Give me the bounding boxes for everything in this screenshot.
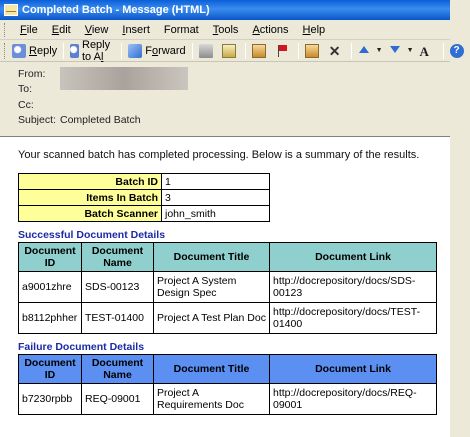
print-button[interactable] [196, 42, 219, 60]
toolbar-separator [245, 43, 246, 59]
toolbar-separator [351, 43, 352, 59]
cc-row [18, 97, 450, 113]
summary-key: Batch Scanner [19, 206, 162, 222]
toolbar-separator [63, 43, 64, 59]
font-size-icon: A [419, 43, 429, 59]
from-label: From: [18, 67, 46, 80]
next-item-icon [389, 44, 403, 58]
document-link[interactable]: http://docrepository/docs/TEST-01400 [270, 303, 437, 334]
flag-icon [275, 44, 289, 58]
menu-edit[interactable]: Edit [51, 23, 71, 36]
column-header: Document Name [82, 355, 154, 384]
copy-button[interactable] [219, 42, 242, 60]
menu-help[interactable]: Help [302, 23, 326, 36]
column-header: Document ID [19, 243, 82, 272]
window-title: Completed Batch - Message (HTML) [22, 4, 210, 16]
reply-all-button[interactable]: Reply to Al [67, 42, 118, 60]
document-title: Project A Test Plan Doc [154, 303, 270, 334]
subject-label: Subject: [18, 114, 56, 127]
to-label: To: [18, 83, 33, 96]
menu-file[interactable]: File [20, 23, 38, 36]
from-row [18, 66, 450, 82]
document-link[interactable]: http://docrepository/docs/SDS-00123 [270, 272, 437, 303]
success-documents-table [18, 242, 437, 334]
table-header-row [19, 243, 437, 272]
message-header [0, 62, 450, 133]
failure-documents-table [18, 354, 437, 415]
window-titlebar[interactable] [0, 0, 450, 20]
toolbar-separator [443, 43, 444, 59]
table-row [19, 384, 437, 415]
forward-button[interactable]: Forward [125, 42, 188, 60]
summary-value: 3 [162, 190, 270, 206]
menu-tools[interactable]: Tools [212, 23, 239, 36]
table-header-row [19, 355, 437, 384]
summary-value: 1 [162, 174, 270, 190]
reply-all-icon [70, 44, 79, 58]
menubar-grip[interactable] [4, 23, 7, 37]
subject-row [18, 113, 450, 129]
table-row [19, 206, 270, 222]
document-name: TEST-01400 [82, 303, 154, 334]
chevron-down-icon: ▼ [406, 47, 414, 54]
failure-section-title: Failure Document Details [18, 341, 145, 353]
move-to-folder-button[interactable] [249, 42, 272, 60]
previous-item-button[interactable] [355, 42, 386, 60]
message-body[interactable] [0, 136, 450, 437]
delete-button[interactable] [325, 42, 348, 60]
menu-view[interactable]: View [84, 23, 109, 36]
success-section-title: Successful Document Details [18, 229, 166, 241]
move-to-folder-icon [252, 44, 266, 58]
previous-item-icon [358, 44, 372, 58]
toolbar-grip[interactable] [4, 43, 5, 59]
reply-icon [12, 44, 26, 58]
column-header: Document ID [19, 355, 82, 384]
table-row [19, 174, 270, 190]
help-icon: ? [450, 44, 464, 58]
printer-icon [199, 44, 213, 58]
chevron-down-icon: ▼ [375, 47, 383, 54]
menu-format[interactable]: Format [163, 23, 199, 36]
batch-summary-table [18, 173, 270, 222]
from-redacted-value[interactable] [60, 67, 188, 81]
reply-button[interactable]: Reply [9, 42, 60, 60]
message-icon [4, 4, 18, 16]
to-row [18, 82, 450, 98]
menu-actions[interactable]: Actions [252, 23, 289, 36]
address-book-button[interactable] [302, 42, 325, 60]
document-name: SDS-00123 [82, 272, 154, 303]
copy-icon [222, 44, 236, 58]
toolbar-separator [192, 43, 193, 59]
summary-key: Batch ID [19, 174, 162, 190]
toolbar-separator [121, 43, 122, 59]
table-row [19, 190, 270, 206]
document-title: Project A System Design Spec [154, 272, 270, 303]
column-header: Document Title [154, 355, 270, 384]
column-header: Document Title [154, 243, 270, 272]
menu-insert[interactable]: Insert [122, 23, 150, 36]
document-id: a9001zhre [19, 272, 82, 303]
column-header: Document Link [270, 355, 437, 384]
summary-value: john_smith [162, 206, 270, 222]
to-redacted-value[interactable] [60, 80, 188, 90]
forward-icon [128, 44, 142, 58]
delete-icon: ✕ [328, 42, 341, 59]
document-id: b7230rpbb [19, 384, 82, 415]
menu-bar [0, 20, 450, 40]
table-row [19, 303, 437, 334]
follow-up-flag-button[interactable] [272, 42, 295, 60]
table-row [19, 272, 437, 303]
help-button[interactable] [447, 42, 470, 60]
next-item-button[interactable] [386, 42, 417, 60]
column-header: Document Link [270, 243, 437, 272]
summary-key: Items In Batch [19, 190, 162, 206]
document-title: Project A Requirements Doc [154, 384, 270, 415]
standard-toolbar [0, 38, 460, 63]
font-size-button[interactable] [417, 42, 440, 60]
column-header: Document Name [82, 243, 154, 272]
document-name: REQ-09001 [82, 384, 154, 415]
subject-value: Completed Batch [60, 114, 141, 127]
document-id: b8112phher [19, 303, 82, 334]
cc-label: Cc: [18, 98, 34, 111]
document-link[interactable]: http://docrepository/docs/REQ-09001 [270, 384, 437, 415]
intro-text: Your scanned batch has completed processing. Below is a summary of the results. [18, 149, 420, 161]
address-book-icon [305, 44, 319, 58]
toolbar-separator [298, 43, 299, 59]
